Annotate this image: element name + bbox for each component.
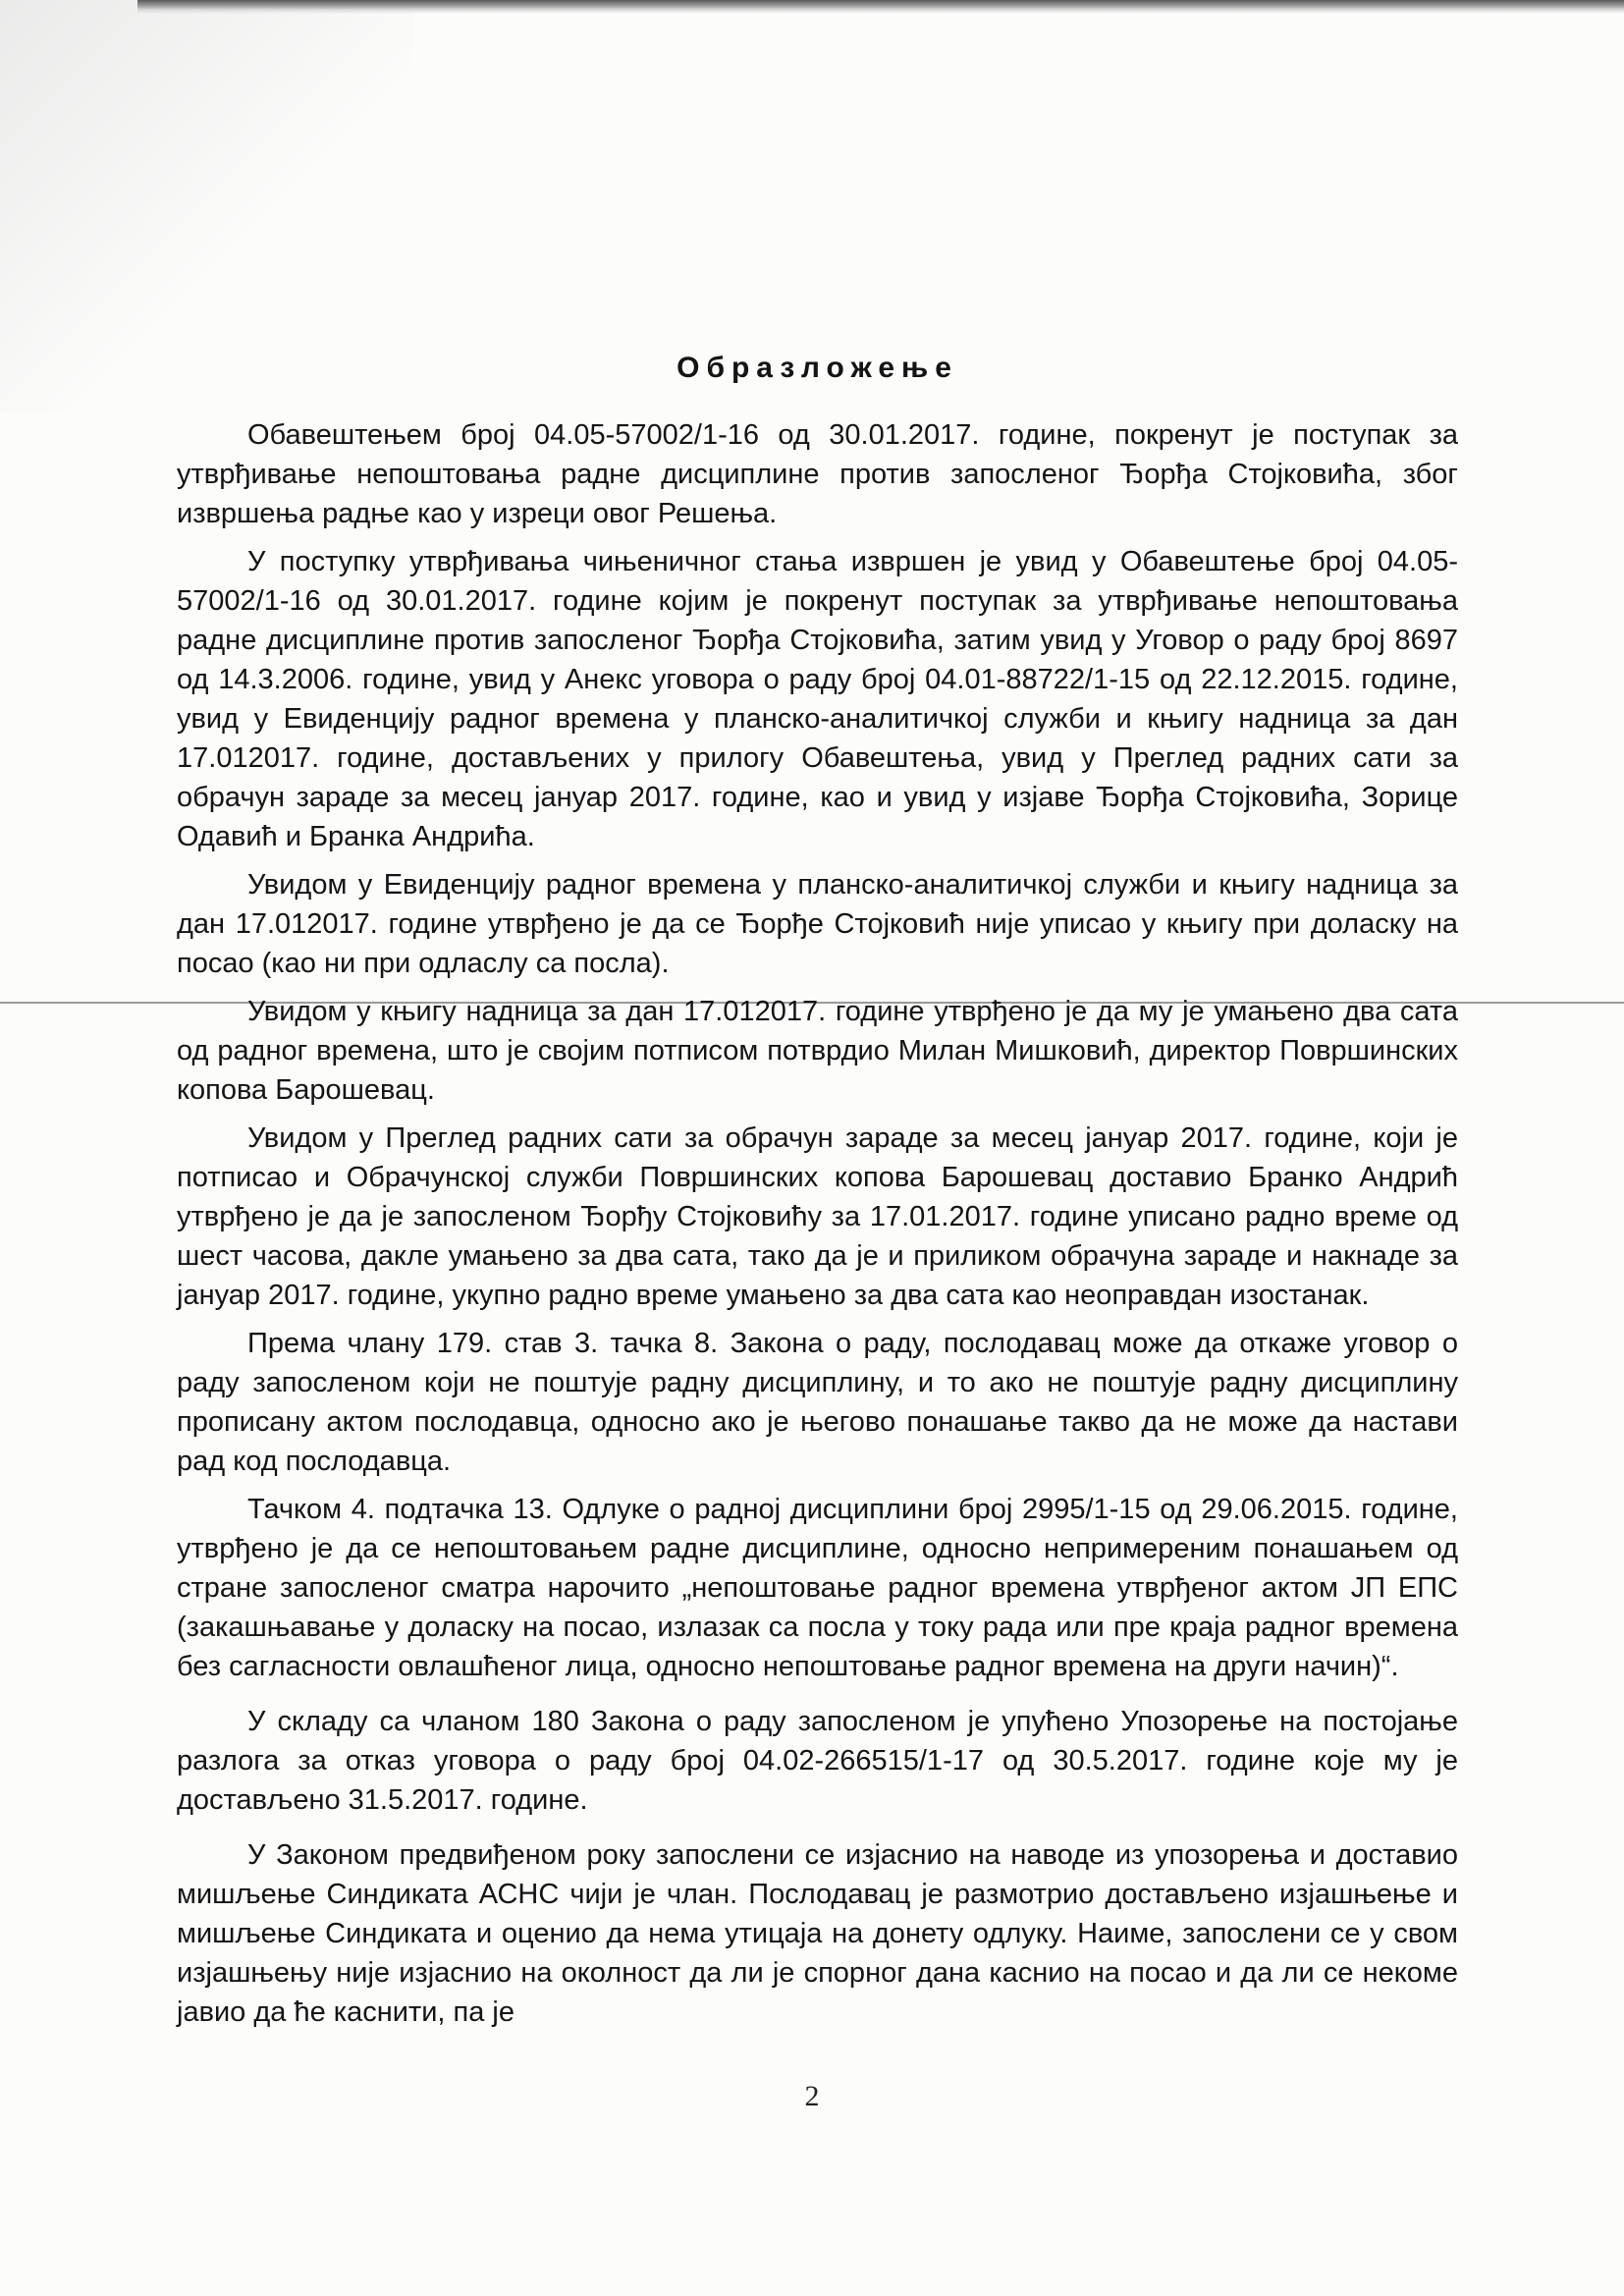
- paragraph-2: У поступку утврђивања чињеничног стања извршен је увид у Обавештење број 04.05-57002/1-16 од 30.01.2017. године којим је покренут поступак за утврђивање непоштовања радне дисциплине против запосленог Ђорђа Стојковића, затим увид у Уговор о раду број 8697 од 14.3.2006. године, увид у Анекс уговора о раду број 04.01-88722/1-15 од 22.12.2015. године, увид у Евиденцију радног времена у планско-аналитичкој служби и књигу надница за дан 17.012017. године, достављених у прилогу Обавештења, увид у Преглед радних сати за обрачун зараде за месец јануар 2017. године, као и увид у изјаве Ђорђа Стојковића, Зорице Одавић и Бранка Андрића.: [177, 546, 1458, 852]
- paragraph-5: Увидом у Преглед радних сати за обрачун зараде за месец јануар 2017. године, који је потписао и Обрачунској служби Површинских копова Барошевац доставио Бранко Андрић утврђено је да је запосленом Ђорђу Стојковићу за 17.01.2017. године уписано радно време од шест часова, дакле умањено за два сата, тако да је и приликом обрачуна зараде и накнаде за јануар 2017. године, укупно радно време умањено за два сата као неоправдан изостанак.: [177, 1122, 1458, 1311]
- page-number: 2: [804, 2080, 820, 2112]
- paragraph-1: Обавештењем број 04.05-57002/1-16 од 30.01.2017. године, покренут је поступак за утврђивање непоштовања радне дисциплине против запосленог Ђорђа Стојковића, због извршења радње као у изреци овог Решења.: [177, 419, 1458, 529]
- paragraph-3: Увидом у Евиденцију радног времена у планско-аналитичкој служби и књигу надница за дан 17.012017. године утврђено је да се Ђорђе Стојковић није уписао у књигу при доласку на посао (као ни при одласлу са посла).: [177, 869, 1458, 979]
- paragraph-6: Према члану 179. став 3. тачка 8. Закона о раду, послодавац може да откаже уговор о раду запосленом који не поштује радну дисциплину, и то ако не поштује радну дисциплину прописану актом послодавца, односно ако је његово понашање такво да не може да настави рад код послодавца.: [177, 1328, 1458, 1477]
- paragraph-4: Увидом у књигу надница за дан 17.012017. године утврђено је да му је умањено два сата од радног времена, што је својим потписом потврдио Милан Мишковић, директор Површинских копова Барошевац.: [177, 996, 1458, 1106]
- paragraph-8: У складу са чланом 180 Закона о раду запосленом је упућено Упозорење на постојање разлога за отказ уговора о раду број 04.02-266515/1-17 од 30.5.2017. године које му је достављено 31.5.2017. године.: [177, 1706, 1458, 1816]
- paragraph-7: Тачком 4. подтачка 13. Одлуке о радној дисциплини број 2995/1-15 од 29.06.2015. године, утврђено је да се непоштовањем радне дисциплине, односно непримереним понашањем од стране запосленог сматра нарочито „непоштовање радног времена утврђеног актом ЈП ЕПС (закашњавање у доласку на посао, излазак са посла у току рада или пре краја радног времена без сагласности овлашћеног лица, односно непоштовање радног времена на други начин)“.: [177, 1494, 1458, 1682]
- paragraph-9: У Законом предвиђеном року запослени се изјаснио на наводе из упозорења и доставио мишљење Синдиката АСНС чији је члан. Послодавац је размотрио достављено изјашњење и мишљење Синдиката и оценио да нема утицаја на донету одлуку. Наиме, запослени се у свом изјашњењу није изјаснио на околност да ли је спорног дана каснио на посао и да ли се некоме јавио да ће каснити, па је: [177, 1839, 1458, 2028]
- document-page: [177, 349, 1458, 2041]
- scan-top-edge: [137, 0, 1624, 14]
- document-heading: Образложење: [677, 352, 958, 384]
